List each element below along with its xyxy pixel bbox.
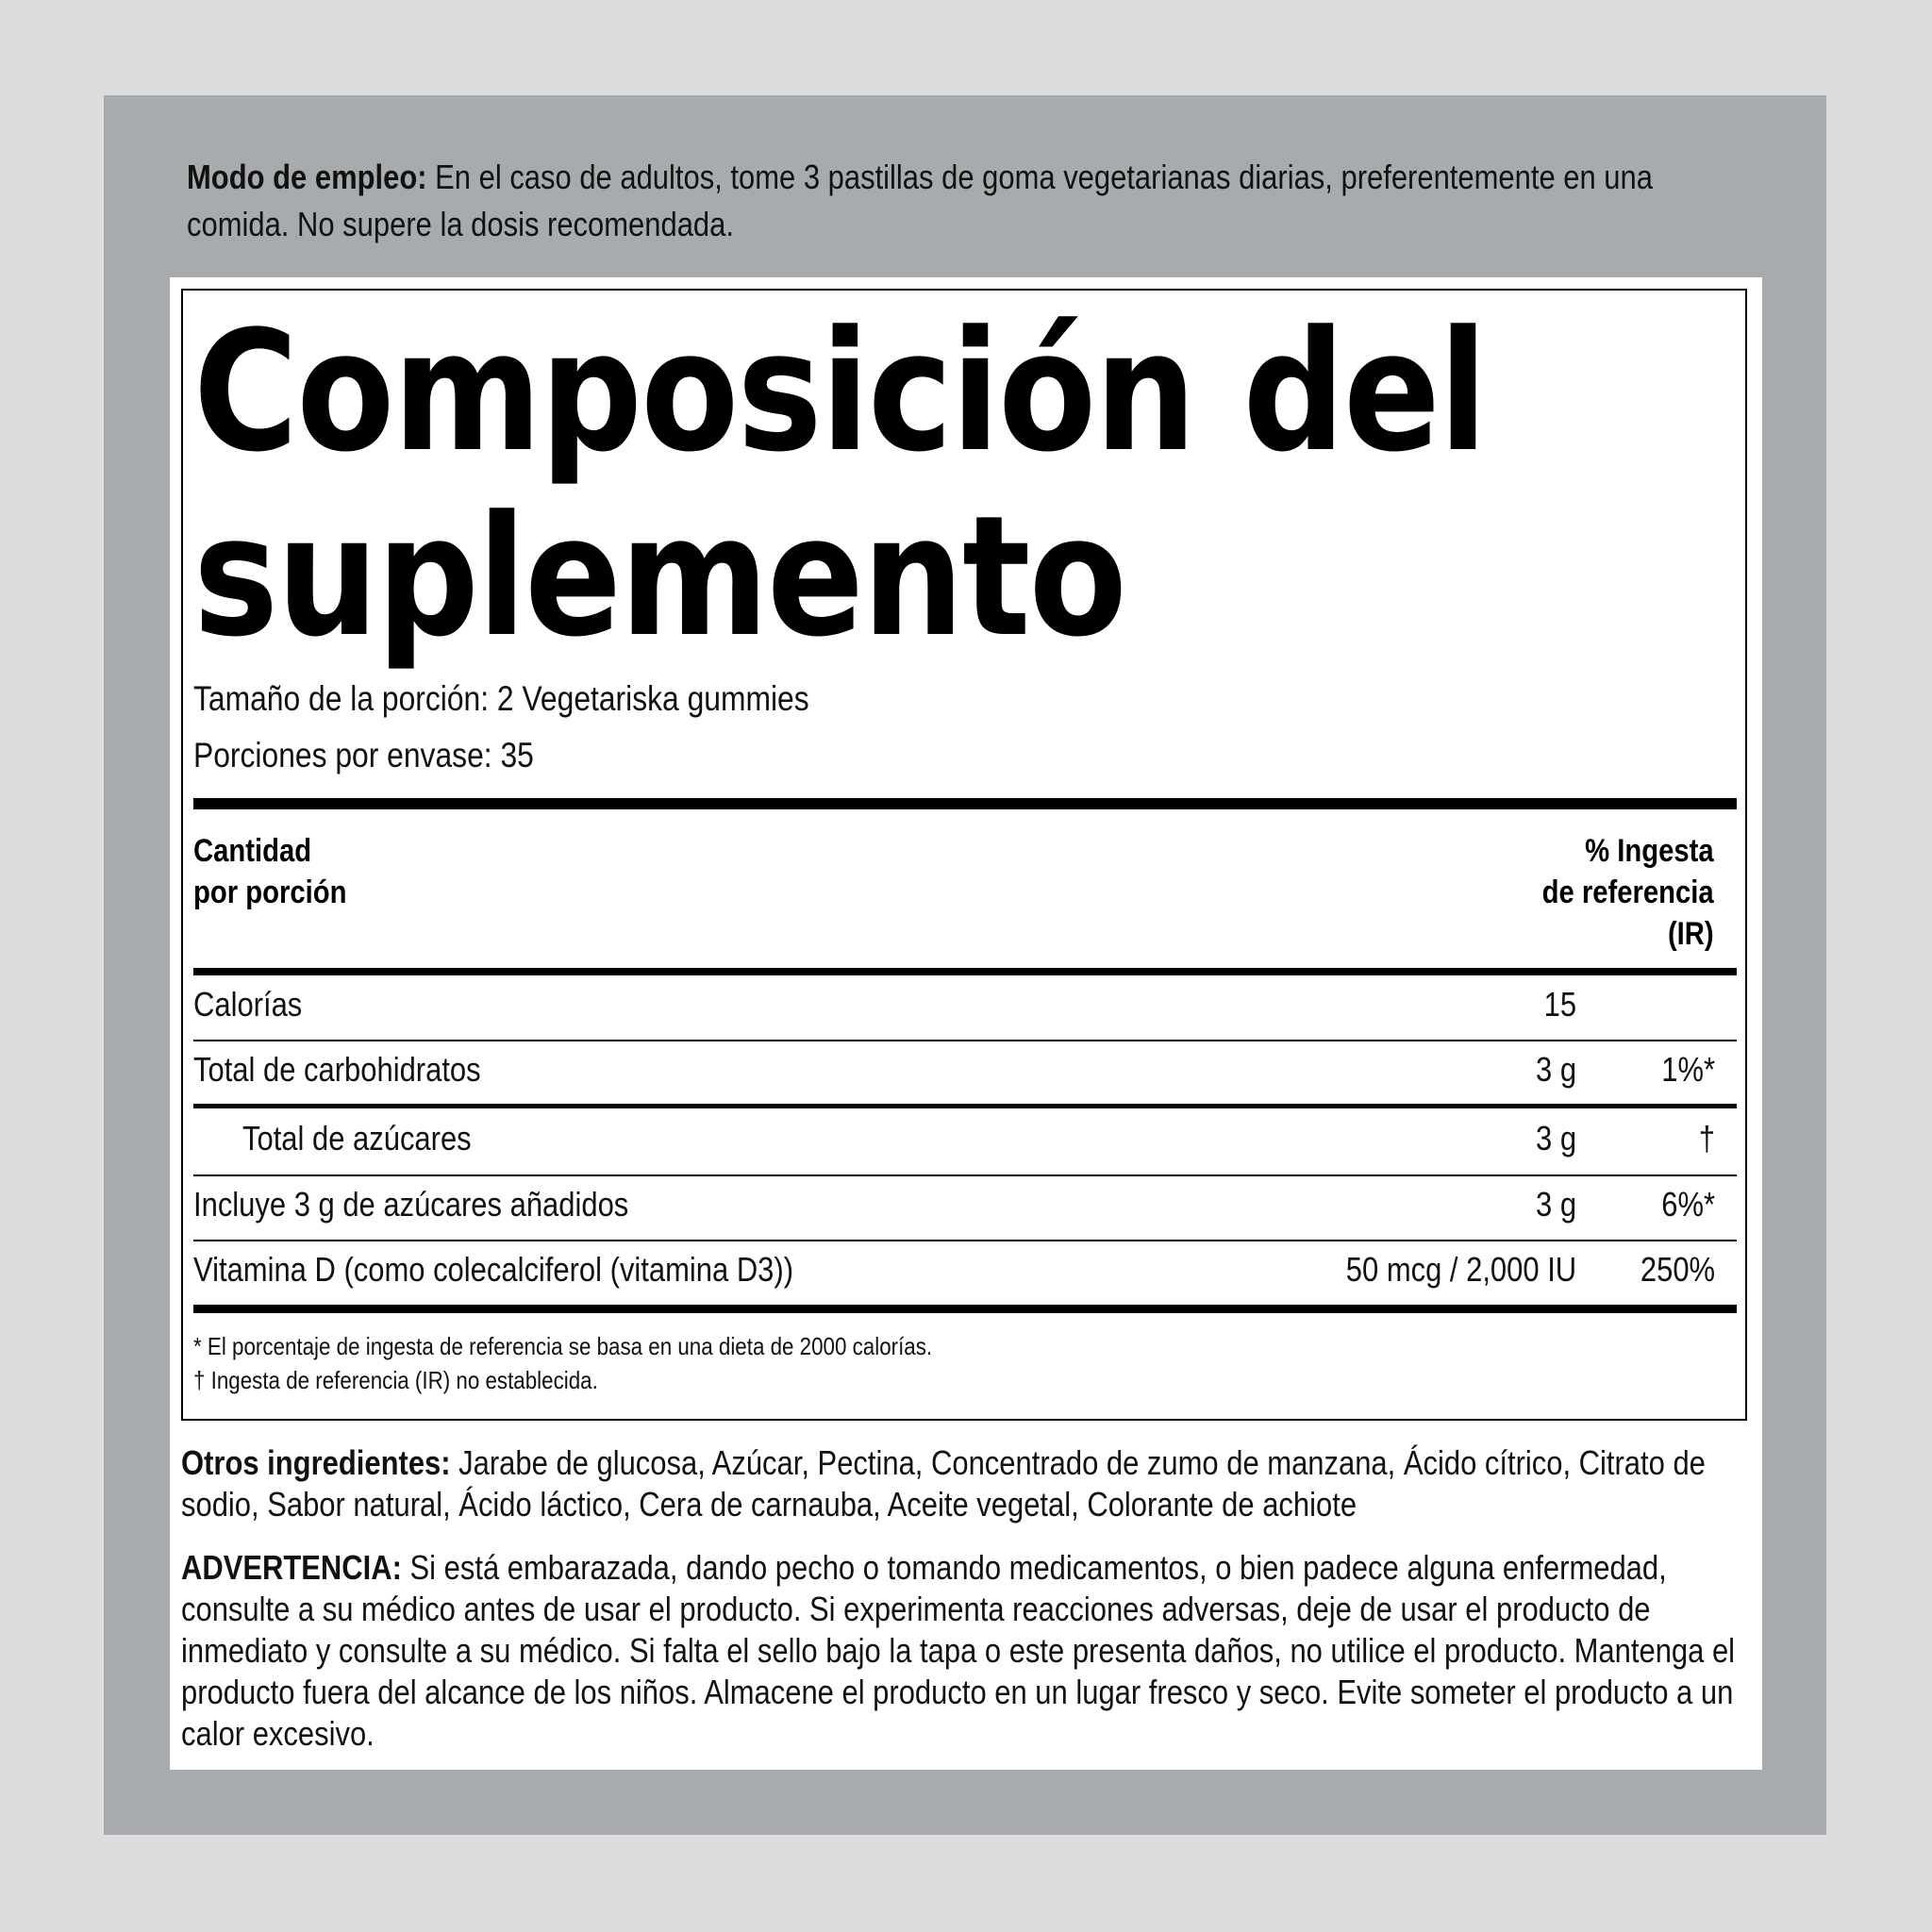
directions-label: Modo de empleo: (187, 158, 427, 196)
facts-title (193, 295, 1541, 674)
header-right-line-1: % Ingesta (1585, 833, 1714, 869)
other-ingredients-label: Otros ingredientes: (181, 1443, 451, 1482)
reference-intake-header (1542, 830, 1714, 955)
header-left-line-2: por porción (193, 874, 347, 910)
nutrient-dv: 250% (1640, 1250, 1715, 1289)
footnote-not-established: † Ingesta de referencia (IR) no establecida. (193, 1366, 598, 1394)
nutrient-amount: 3 g (1535, 1050, 1576, 1089)
table-row (193, 1250, 1737, 1307)
directions-text (187, 154, 1753, 248)
nutrient-dv: 1%* (1661, 1050, 1715, 1089)
thin-rule (193, 1174, 1737, 1176)
facts-title-line-1: Composición del (193, 295, 1487, 489)
nutrient-name: Incluye 3 g de azúcares añadidos (193, 1185, 629, 1224)
medium-rule (193, 1104, 1737, 1108)
nutrient-amount: 3 g (1535, 1185, 1576, 1224)
amount-per-serving-header (193, 830, 346, 913)
thick-rule-top (193, 798, 1737, 809)
other-ingredients-text: Jarabe de glucosa, Azúcar, Pectina, Concentrado de zumo de manzana, Ácido cítrico, Citrato de sodio, Sabor natural, Ácido láctico, Cera de carnauba, Aceite vegetal, Colorante de achiote (181, 1443, 1706, 1524)
warning (181, 1547, 1739, 1755)
table-row (193, 1050, 1737, 1107)
serving-size: Tamaño de la porción: 2 Vegetariska gummies (193, 679, 809, 718)
thin-rule (193, 1040, 1737, 1041)
warning-label: ADVERTENCIA: (181, 1548, 402, 1587)
nutrient-name: Total de carbohidratos (193, 1050, 481, 1089)
facts-title-line-2: suplemento (193, 480, 1126, 674)
nutrient-amount: 3 g (1535, 1119, 1576, 1158)
other-ingredients (181, 1442, 1739, 1525)
nutrient-name: Vitamina D (como colecalciferol (vitamina D3)) (193, 1250, 794, 1289)
nutrient-dv: 6%* (1661, 1185, 1715, 1224)
directions-body: En el caso de adultos, tome 3 pastillas de goma vegetarianas diarias, preferentemente en una comida. No supere la dosis recomendada. (187, 158, 1653, 243)
thick-rule-bottom (193, 1305, 1737, 1313)
nutrient-amount: 50 mcg / 2,000 IU (1345, 1250, 1576, 1289)
thin-rule (193, 1240, 1737, 1241)
warning-text: Si está embarazada, dando pecho o tomando medicamentos, o bien padece alguna enfermedad, consulte a su médico antes de usar el producto. Si experimenta reacciones adversas, deje de usar el producto de inmediato y consulte a su médico. Si falta el sello bajo la tapa o este presenta daños, no utilice el producto. Mantenga el producto fuera del alcance de los niños. Almacene el producto en un lugar fresco y seco. Evite someter el producto a un calor excesivo. (181, 1548, 1736, 1753)
footnote-reference-intake: * El porcentaje de ingesta de referencia se basa en una dieta de 2000 calorías. (193, 1332, 933, 1360)
nutrient-amount: 15 (1543, 985, 1576, 1024)
header-left-line-1: Cantidad (193, 833, 312, 869)
nutrient-dv: † (1698, 1119, 1715, 1158)
table-row (193, 985, 1737, 1041)
nutrient-name: Calorías (193, 985, 303, 1024)
header-right-line-2: de referencia (1541, 874, 1714, 910)
nutrient-name: Total de azúcares (242, 1119, 472, 1158)
table-row (193, 1119, 1737, 1175)
header-right-line-3: (IR) (1668, 916, 1714, 952)
table-row (193, 1185, 1737, 1241)
medium-rule (193, 968, 1737, 975)
servings-per-container: Porciones por envase: 35 (193, 736, 534, 774)
